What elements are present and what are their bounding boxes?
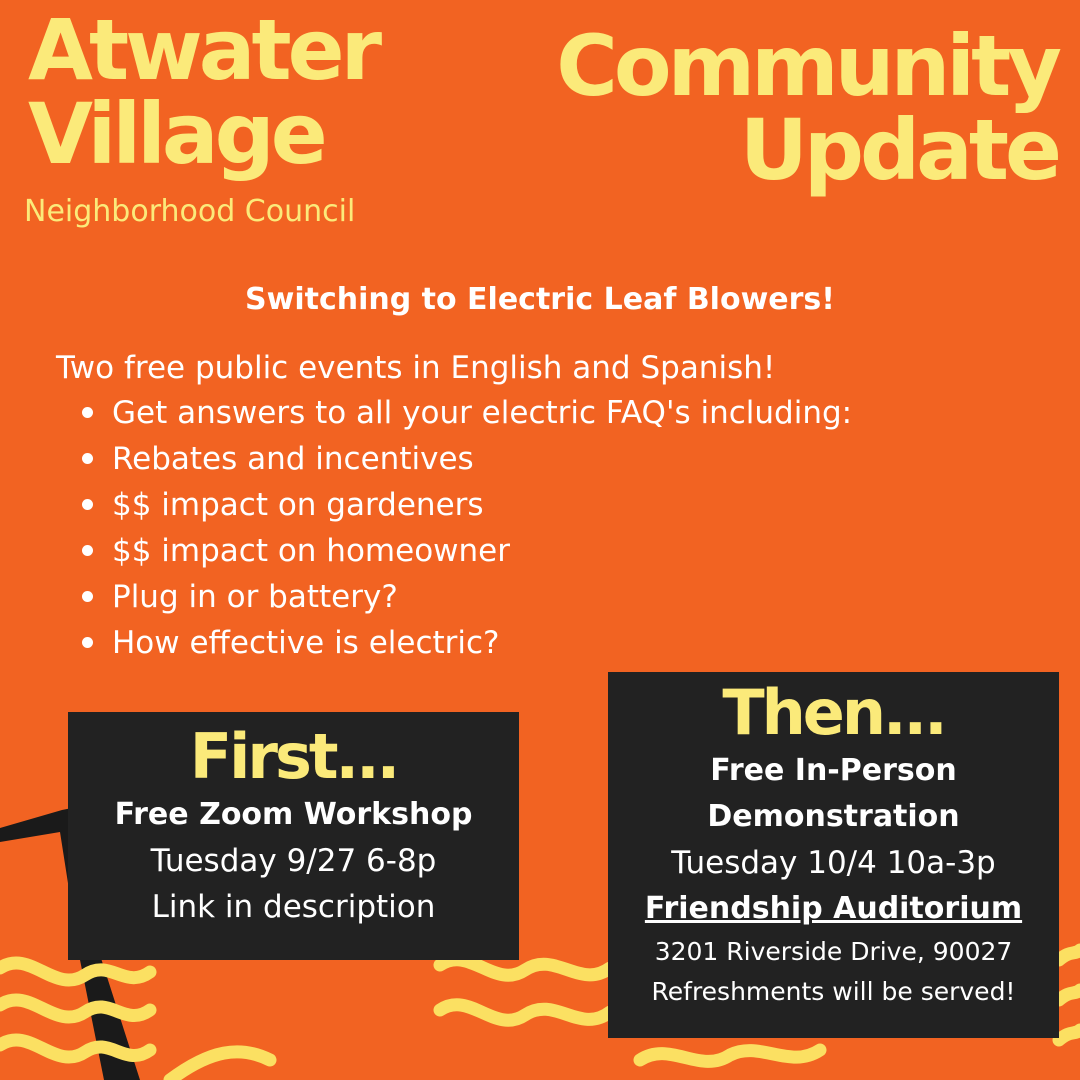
- brand-title-line1: Atwater: [28, 1, 378, 99]
- list-item: [112, 390, 852, 436]
- update-title-line1: Community: [556, 17, 1058, 115]
- list-item: [112, 574, 852, 620]
- list-item: [112, 436, 852, 482]
- second-event-heading: Then...: [722, 676, 945, 749]
- second-event-title-line2: Demonstration: [707, 799, 960, 834]
- first-event-note: Link in description: [151, 889, 436, 925]
- page-headline: Switching to Electric Leaf Blowers!: [245, 282, 835, 317]
- intro-text: Two free public events in English and Spanish!: [56, 350, 776, 386]
- bullet-icon: [82, 545, 93, 556]
- list-item-text: Rebates and incentives: [112, 441, 474, 477]
- list-item-text: Plug in or battery?: [112, 579, 398, 615]
- list-item: [112, 528, 852, 574]
- list-item-text: $$ impact on homeowner: [112, 533, 510, 569]
- faq-list: [112, 390, 852, 666]
- brand-title: [28, 1, 378, 183]
- first-event-heading: First...: [189, 720, 398, 793]
- bullet-icon: [82, 499, 93, 510]
- venue-link[interactable]: Friendship Auditorium: [644, 891, 1023, 926]
- list-item-text: How effective is electric?: [112, 625, 500, 661]
- second-event-title-line1: Free In-Person: [710, 753, 957, 788]
- bullet-icon: [82, 453, 93, 464]
- first-event-time: Tuesday 9/27 6-8p: [150, 843, 437, 879]
- refreshments-note: Refreshments will be served!: [651, 977, 1016, 1006]
- second-event-time: Tuesday 10/4 10a-3p: [671, 845, 996, 881]
- brand-subtitle: Neighborhood Council: [24, 194, 356, 229]
- list-item-text: Get answers to all your electric FAQ's including:: [112, 395, 853, 431]
- bullet-icon: [82, 637, 93, 648]
- list-item-text: $$ impact on gardeners: [112, 487, 484, 523]
- bullet-icon: [82, 591, 93, 602]
- venue-address: 3201 Riverside Drive, 90027: [654, 937, 1013, 966]
- list-item: [112, 620, 852, 666]
- community-update-title: [556, 17, 1058, 199]
- update-title-line2: Update: [739, 101, 1058, 199]
- brand-title-line2: Village: [28, 85, 324, 183]
- list-item: [112, 482, 852, 528]
- second-event-card: [608, 672, 1059, 1038]
- bullet-icon: [82, 407, 93, 418]
- first-event-card: [68, 712, 519, 960]
- first-event-title: Free Zoom Workshop: [114, 797, 473, 832]
